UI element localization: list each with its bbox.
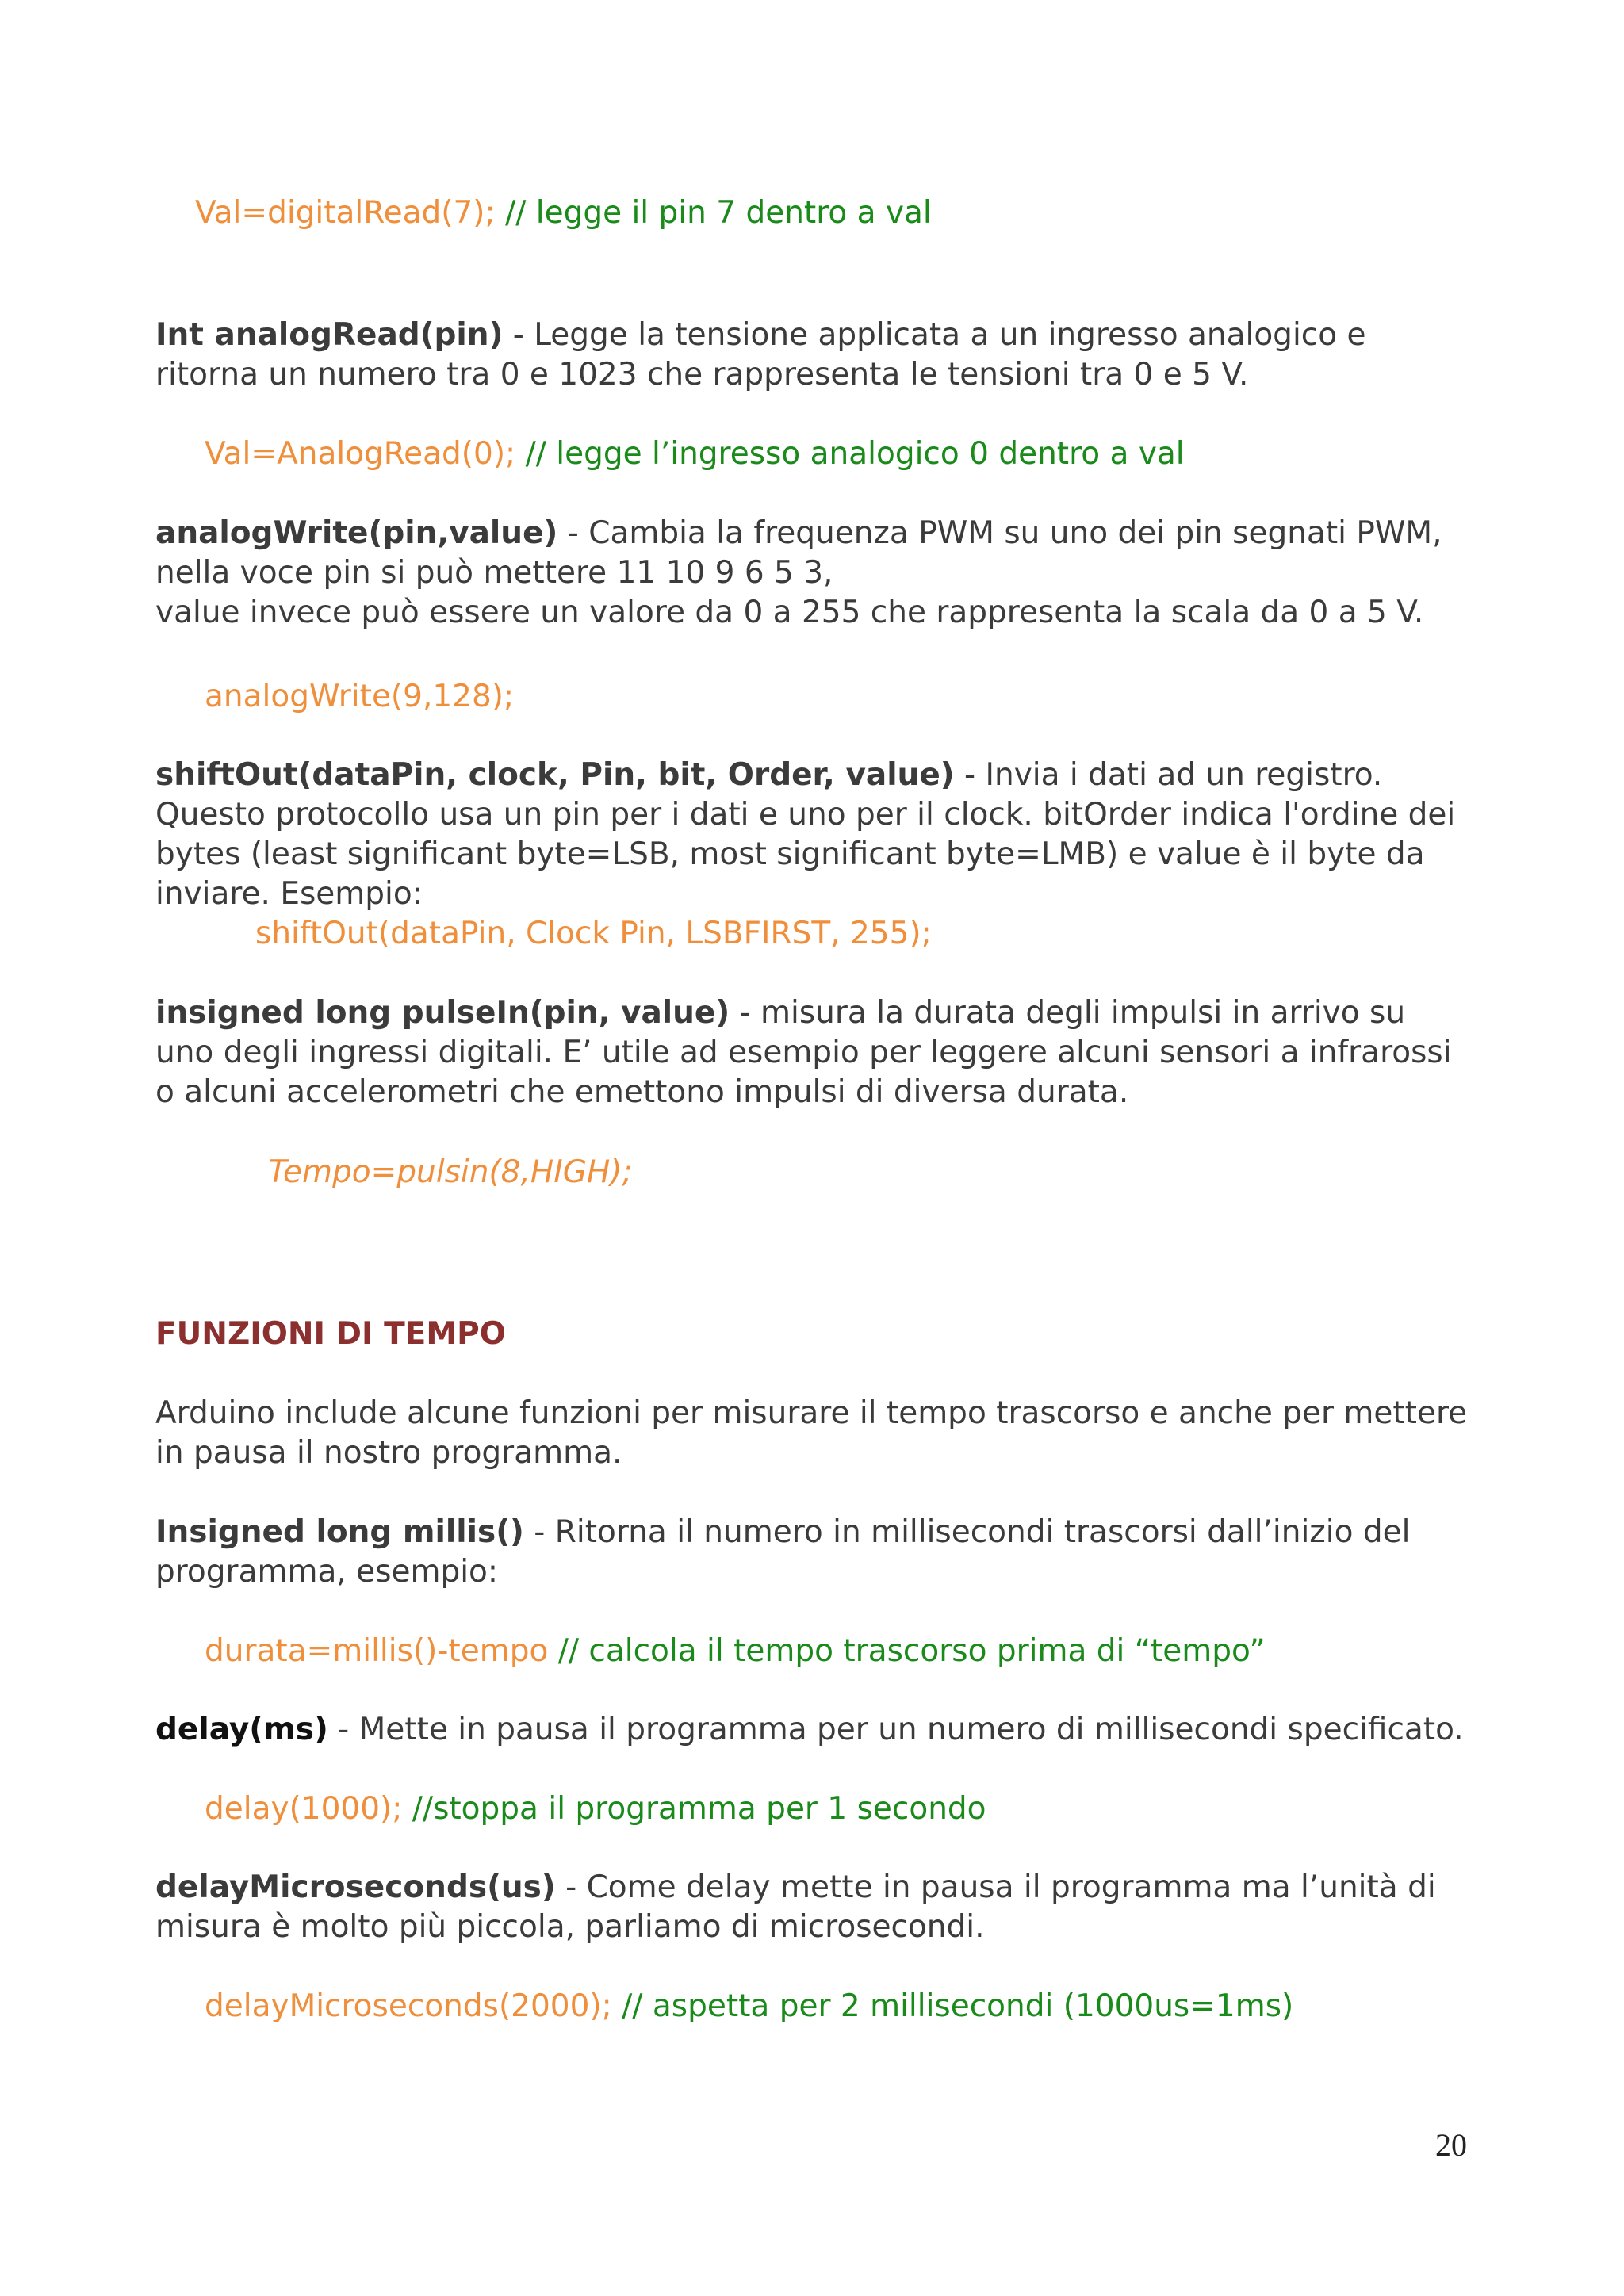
code-snippet: durata=millis()-tempo (205, 1633, 549, 1669)
function-description: - Mette in pausa il programma per un numero di millisecondi specificato. (327, 1712, 1464, 1747)
code-snippet: Val=AnalogRead(0); (205, 436, 516, 472)
paragraph-pulsein (155, 993, 1472, 1112)
function-name: insigned long pulseIn(pin, value) (155, 995, 730, 1031)
code-snippet: delay(1000); (205, 1791, 403, 1827)
code-comment: //stoppa il programma per 1 secondo (412, 1791, 986, 1827)
function-description: - Cambia la frequenza PWM su uno dei pin segnati PWM, nella voce pin si può mettere 11 10 9 6 5 3, (155, 515, 1442, 591)
code-comment: // legge l’ingresso analogico 0 dentro a val (525, 436, 1185, 472)
code-line-analogread (205, 434, 1521, 474)
code-line-shiftout (255, 914, 1572, 954)
paragraph-analogread (155, 316, 1472, 395)
function-description: - misura la durata degli impulsi in arrivo su uno degli ingressi digitali. E’ utile ad esempio per leggere alcuni sensori a infrarossi o alcuni accelerometri che emettono impulsi di diversa durata. (155, 995, 1452, 1110)
code-line-delay (205, 1789, 1521, 1829)
paragraph-intro: Arduino include alcune funzioni per misurare il tempo trascorso e anche per mettere in pausa il nostro programma. (155, 1395, 1468, 1471)
function-description: - Come delay mette in pausa il programma ma l’unità di misura è molto più piccola, parliamo di microsecondi. (155, 1869, 1436, 1945)
function-description-line2: value invece può essere un valore da 0 a 255 che rappresenta la scala da 0 a 5 V. (155, 595, 1424, 630)
paragraph-shiftout (155, 756, 1472, 914)
code-snippet: delayMicroseconds(2000); (205, 1988, 612, 2024)
code-snippet: shiftOut(dataPin, Clock Pin, LSBFIRST, 255); (255, 916, 932, 951)
function-description: - Invia i dati ad un registro. Questo protocollo usa un pin per i dati e uno per il clock. bitOrder indica l'ordine dei bytes (least significant byte=LSB, most significant byte=LMB) e value è il byte da inviare. Esempio: (155, 757, 1456, 912)
code-snippet: Tempo=pulsin(8,HIGH); (268, 1154, 633, 1190)
function-name: shiftOut(dataPin, clock, Pin, bit, Order, value) (155, 757, 955, 793)
code-line-millis (205, 1632, 1521, 1671)
function-description: - Legge la tensione applicata a un ingresso analogico e ritorna un numero tra 0 e 1023 che rappresenta le tensioni tra 0 e 5 V. (155, 317, 1366, 392)
code-snippet: Val=digitalRead(7); (195, 195, 496, 231)
function-name: delayMicroseconds(us) (155, 1869, 556, 1905)
function-name: Int analogRead(pin) (155, 317, 504, 353)
function-name: delay(ms) (155, 1712, 328, 1747)
function-description: - Ritorna il numero in millisecondi trascorsi dall’inizio del programma, esempio: (155, 1514, 1411, 1590)
code-snippet: analogWrite(9,128); (205, 679, 515, 714)
paragraph-delay (155, 1710, 1472, 1750)
section-heading: FUNZIONI DI TEMPO (155, 1316, 506, 1352)
code-comment: // aspetta per 2 millisecondi (1000us=1ms) (622, 1988, 1294, 2024)
function-name: analogWrite(pin,value) (155, 515, 558, 551)
function-name: Insigned long millis() (155, 1514, 524, 1550)
paragraph-millis (155, 1513, 1472, 1592)
page-number: 20 (1435, 2127, 1467, 2163)
code-line-digitalread (195, 193, 1511, 233)
code-line-analogwrite (205, 677, 1521, 717)
paragraph-analogwrite (155, 514, 1472, 633)
code-line-pulsein (268, 1153, 1584, 1192)
paragraph-delaymicroseconds (155, 1868, 1472, 1947)
code-comment: // legge il pin 7 dentro a val (505, 195, 932, 231)
code-line-delaymicroseconds (205, 1987, 1521, 2026)
code-comment: // calcola il tempo trascorso prima di “tempo” (557, 1633, 1266, 1669)
